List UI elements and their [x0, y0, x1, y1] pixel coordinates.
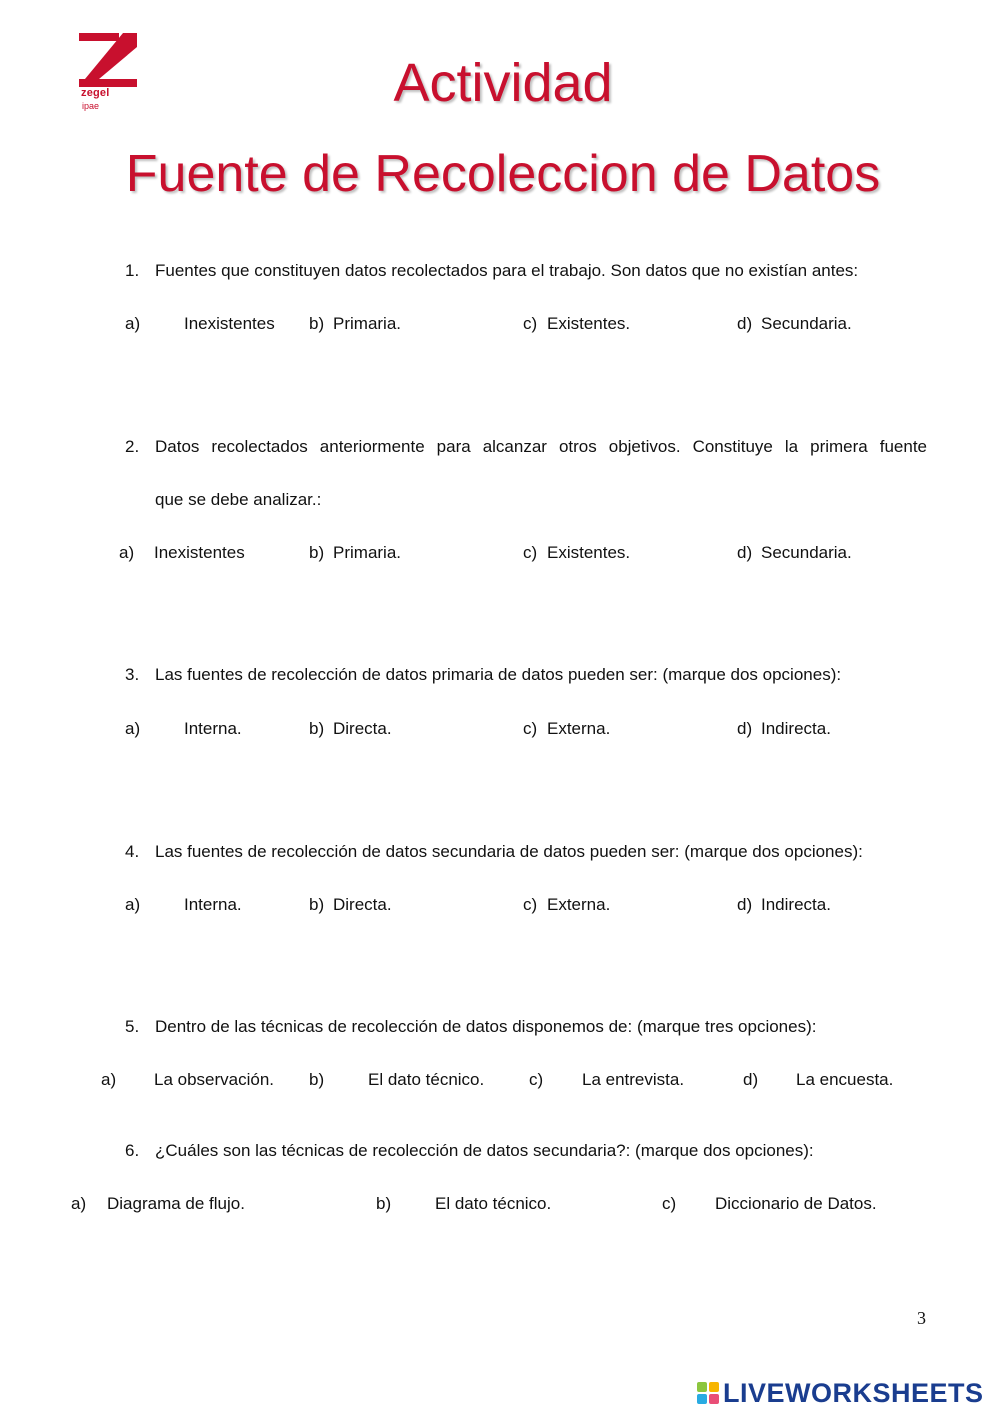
option-letter: c) — [523, 543, 538, 562]
option-letter: b) — [376, 1194, 392, 1213]
page-number: 3 — [917, 1308, 926, 1328]
question-number: 5. — [125, 1017, 140, 1036]
question-number: 2. — [125, 437, 140, 456]
q1-option-b[interactable]: Primaria. — [333, 314, 402, 333]
q4-option-d[interactable]: Indirecta. — [761, 895, 831, 914]
question-2-text-line1: Datos recolectados anteriormente para alcanzar otros objetivos. Constituye la primera fuente — [155, 437, 927, 456]
option-letter: c) — [523, 719, 538, 738]
option-letter: a) — [125, 895, 141, 914]
option-letter: d) — [737, 719, 753, 738]
option-letter: b) — [309, 314, 325, 333]
option-letter: b) — [309, 1070, 325, 1089]
q1-option-a[interactable]: Inexistentes — [184, 314, 275, 333]
logo-text-zegel: zegel — [81, 87, 110, 99]
q6-option-b[interactable]: El dato técnico. — [435, 1194, 552, 1213]
liveworksheets-logo-icon — [697, 1382, 719, 1404]
option-letter: c) — [662, 1194, 677, 1213]
question-number: 1. — [125, 261, 140, 280]
q5-option-b[interactable]: El dato técnico. — [368, 1070, 485, 1089]
question-3-text: Las fuentes de recolección de datos primaria de datos pueden ser: (marque dos opciones): — [155, 665, 842, 684]
q2-option-a[interactable]: Inexistentes — [154, 543, 245, 562]
q3-option-a[interactable]: Interna. — [184, 719, 242, 738]
question-number: 6. — [125, 1141, 140, 1160]
page-title: Actividad — [393, 53, 613, 113]
q5-option-a[interactable]: La observación. — [154, 1070, 275, 1089]
option-letter: a) — [101, 1070, 117, 1089]
option-letter: c) — [529, 1070, 544, 1089]
question-number: 3. — [125, 665, 140, 684]
option-letter: a) — [119, 543, 135, 562]
option-letter: d) — [743, 1070, 759, 1089]
q2-option-c[interactable]: Existentes. — [547, 543, 631, 562]
logo-text-ipae: ipae — [82, 101, 100, 111]
q4-option-b[interactable]: Directa. — [333, 895, 392, 914]
question-1-text: Fuentes que constituyen datos recolectados para el trabajo. Son datos que no existían antes: — [155, 261, 859, 280]
q2-option-b[interactable]: Primaria. — [333, 543, 402, 562]
question-number: 4. — [125, 842, 140, 861]
question-2-text-line2: que se debe analizar.: — [155, 490, 322, 509]
option-letter: d) — [737, 895, 753, 914]
q4-option-a[interactable]: Interna. — [184, 895, 242, 914]
q6-option-c[interactable]: Diccionario de Datos. — [715, 1194, 877, 1213]
q3-option-d[interactable]: Indirecta. — [761, 719, 831, 738]
q5-option-d[interactable]: La encuesta. — [796, 1070, 894, 1089]
q1-option-d[interactable]: Secundaria. — [761, 314, 852, 333]
option-letter: d) — [737, 314, 753, 333]
option-letter: a) — [71, 1194, 87, 1213]
liveworksheets-watermark — [697, 1377, 984, 1409]
question-6-text: ¿Cuáles son las técnicas de recolección de datos secundaria?: (marque dos opciones): — [155, 1141, 814, 1160]
q1-option-c[interactable]: Existentes. — [547, 314, 631, 333]
liveworksheets-text: LIVEWORKSHEETS — [723, 1377, 984, 1408]
option-letter: c) — [523, 314, 538, 333]
q5-option-c[interactable]: La entrevista. — [582, 1070, 685, 1089]
q3-option-b[interactable]: Directa. — [333, 719, 392, 738]
option-letter: b) — [309, 719, 325, 738]
q4-option-c[interactable]: Externa. — [547, 895, 611, 914]
question-5-text: Dentro de las técnicas de recolección de datos disponemos de: (marque tres opciones): — [155, 1017, 817, 1036]
q2-option-d[interactable]: Secundaria. — [761, 543, 852, 562]
option-letter: a) — [125, 314, 141, 333]
option-letter: c) — [523, 895, 538, 914]
q6-option-a[interactable]: Diagrama de flujo. — [107, 1194, 245, 1213]
option-letter: d) — [737, 543, 753, 562]
page-subtitle: Fuente de Recoleccion de Datos — [125, 145, 881, 203]
q3-option-c[interactable]: Externa. — [547, 719, 611, 738]
option-letter: a) — [125, 719, 141, 738]
option-letter: b) — [309, 895, 325, 914]
option-letter: b) — [309, 543, 325, 562]
question-4-text: Las fuentes de recolección de datos secundaria de datos pueden ser: (marque dos opciones): — [155, 842, 863, 861]
